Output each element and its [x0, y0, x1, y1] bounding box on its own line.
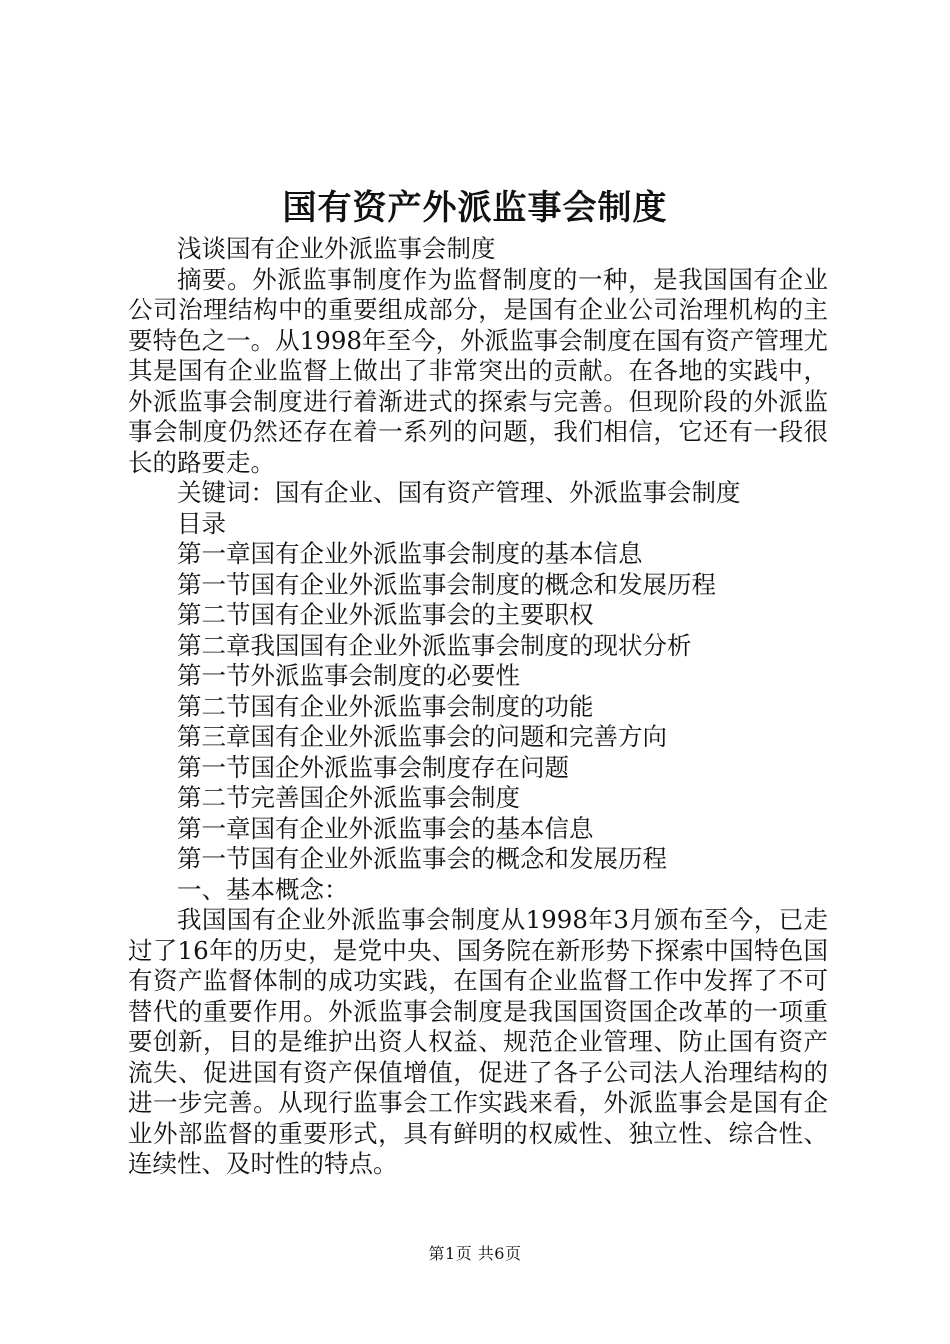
toc-item: 第一章国有企业外派监事会制度的基本信息 [177, 539, 643, 568]
document-body [128, 234, 828, 1180]
toc-item: 第一节国有企业外派监事会制度的概念和发展历程 [177, 569, 716, 599]
toc-item: 第二节国有企业外派监事会的主要职权 [177, 600, 594, 629]
chapter-heading: 第一章国有企业外派监事会的基本信息 [177, 813, 594, 843]
section-heading: 第一节国有企业外派监事会的概念和发展历程 [177, 844, 667, 873]
toc-item: 第二节国有企业外派监事会制度的功能 [177, 691, 594, 721]
toc-heading: 目录 [177, 508, 226, 538]
page-footer: 第1页 共6页 [428, 1244, 522, 1263]
abstract-paragraph: 摘要。外派监事制度作为监督制度的一种，是我国国有企业公司治理结构中的重要组成部分，是国有企业公司治理机构的主要特色之一。从1998年至今，外派监事会制度在国有资产管理尤其是国有企业监督上做出了非常突出的贡献。在各地的实践中，外派监事会制度进行着渐进式的探索与完善。但现阶段的外派监事会制度仍然还存在着一系列的问题，我们相信，它还有一段很长的路要走。 [128, 264, 828, 477]
body-paragraph: 我国国有企业外派监事会制度从1998年3月颁布至今，已走过了16年的历史，是党中央、国务院在新形势下探索中国特色国有资产监督体制的成功实践，在国有企业监督工作中发挥了不可替代的重要作用。外派监事会制度是我国国资国企改革的一项重要创新，目的是维护出资人权益、规范企业管理、防止国有资产流失、促进国有资产保值增值，促进了各子公司法人治理结构的进一步完善。从现行监事会工作实践来看，外派监事会是国有企业外部监督的重要形式，具有鲜明的权威性、独立性、综合性、连续性、及时性的特点。 [128, 905, 828, 1178]
toc-item: 第三章国有企业外派监事会的问题和完善方向 [177, 722, 667, 751]
subsection-heading: 一、基本概念： [177, 874, 349, 904]
subtitle-paragraph: 浅谈国有企业外派监事会制度 [177, 234, 496, 263]
toc-item: 第一节外派监事会制度的必要性 [177, 661, 520, 690]
toc-item: 第二节完善国企外派监事会制度 [177, 783, 520, 812]
toc-item: 第一节国企外派监事会制度存在问题 [177, 752, 569, 782]
document-title: 国有资产外派监事会制度 [282, 188, 668, 228]
toc-item: 第二章我国国有企业外派监事会制度的现状分析 [177, 630, 692, 660]
keywords-paragraph: 关键词：国有企业、国有资产管理、外派监事会制度 [177, 478, 741, 507]
